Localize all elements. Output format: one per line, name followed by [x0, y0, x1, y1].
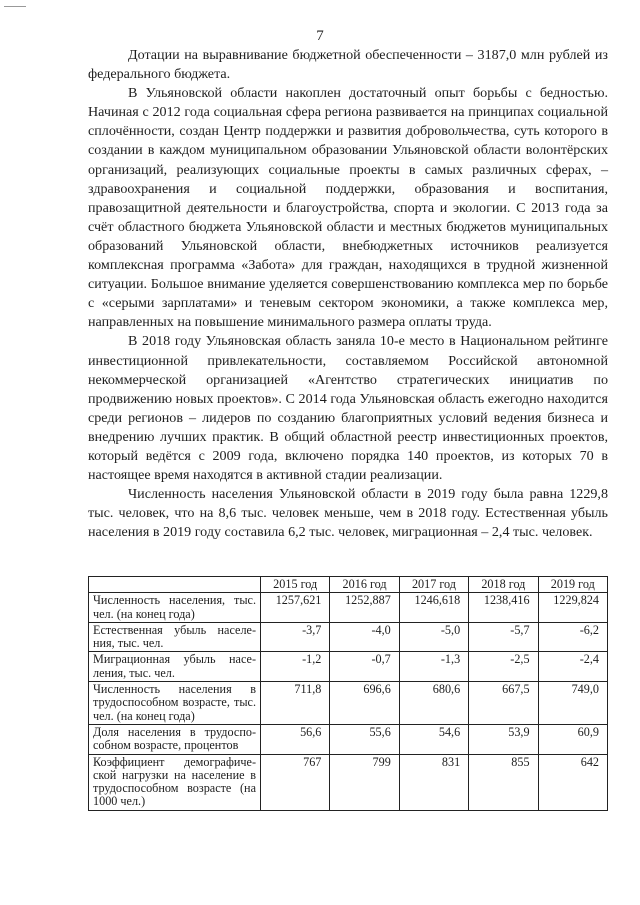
paragraph-poverty: В Ульяновской области накоплен достаточный опыт борьбы с бедностью. Начиная с 2012 года социальная сфера региона развивается на принципах социальной сплочённости, создан Центр поддержки и развития добровольчества, суть которого в создании в каждом муниципальном образовании Ульяновской области волонтёрских организаций, реализующих социальные проекты в самых различных сферах, – здравоохранения и социальной поддержки, образования и воспитания, правозащитной деятельности и благоустройства, спорта и экологии. С 2013 года за счёт областного бюджета Ульяновской области и местных бюджетов муниципальных образований Ульяновской области, внебюджетных источников реализуется комплексная программа «Забота» для граждан, находящихся в трудной жизненной ситуации. Большое внимание уделяется совершенствованию комплекса мер по борьбе с «серыми зарплатами» и теневым сектором экономики, а также комплекса мер, направленных на повышение минимального размера оплаты труда.	[88, 85, 608, 331]
table-header-cell: 2017 год	[399, 577, 468, 593]
table-header-row	[89, 577, 608, 593]
table-cell: 696,6	[330, 682, 399, 725]
table-cell: -1,3	[399, 652, 468, 682]
table-cell: 60,9	[538, 724, 607, 754]
table-cell: -2,5	[469, 652, 538, 682]
table-cell: -6,2	[538, 622, 607, 652]
table-cell: 1238,416	[469, 593, 538, 623]
table-cell: 667,5	[469, 682, 538, 725]
table-cell: 56,6	[261, 724, 330, 754]
table-cell: -3,7	[261, 622, 330, 652]
table-cell: 1229,824	[538, 593, 607, 623]
table-cell: 1252,887	[330, 593, 399, 623]
table-header-cell: 2018 год	[469, 577, 538, 593]
table-cell: 54,6	[399, 724, 468, 754]
table-cell: 1257,621	[261, 593, 330, 623]
table-cell: -1,2	[261, 652, 330, 682]
row-label: Коэффициент демографической нагрузки на население в трудоспособном возрасте (на 1000 чел.)	[89, 754, 261, 810]
row-label: Доля населения в трудоспособном возрасте, процентов	[89, 724, 261, 754]
table-cell: 53,9	[469, 724, 538, 754]
population-table	[88, 576, 608, 811]
table-cell: 749,0	[538, 682, 607, 725]
table-cell: 1246,618	[399, 593, 468, 623]
table-cell: 642	[538, 754, 607, 810]
table-row	[89, 724, 608, 754]
table-header-cell: 2015 год	[261, 577, 330, 593]
table-cell: 855	[469, 754, 538, 810]
table-cell: -2,4	[538, 652, 607, 682]
paragraph-investment: В 2018 году Ульяновская область заняла 10-е место в Национальном рейтинге инвестиционной привлекательности, составляемом Российской автономной некоммерческой организацией «Агентство стратегических инициатив по продвижению новых проектов». С 2014 года Ульяновская область ежегодно находится среди регионов – лидеров по созданию благоприятных условий ведения бизнеса и внедрению лучших практик. В общий областной реестр инвестиционных проектов, который ведётся с 2009 года, включено порядка 140 проектов, из которых 70 в настоящее время находятся в активной стадии реализации.	[88, 333, 608, 484]
row-label: Миграционная убыль населения, тыс. чел.	[89, 652, 261, 682]
table-row	[89, 754, 608, 810]
table-cell: -5,7	[469, 622, 538, 652]
table-cell: -0,7	[330, 652, 399, 682]
scan-artifact-line	[4, 6, 26, 7]
body-text	[88, 46, 608, 542]
paragraph-subsidies: Дотации на выравнивание бюджетной обеспеченности – 3187,0 млн рублей из федерального бюджета.	[88, 47, 608, 83]
table-header-cell	[89, 577, 261, 593]
table-row	[89, 622, 608, 652]
page-number: 7	[316, 28, 324, 44]
row-label: Численность населения в трудоспособном возрасте, тыс. чел. (на конец года)	[89, 682, 261, 725]
table-header-cell: 2019 год	[538, 577, 607, 593]
table-row	[89, 652, 608, 682]
table-cell: 680,6	[399, 682, 468, 725]
table-row	[89, 682, 608, 725]
row-label: Естественная убыль населения, тыс. чел.	[89, 622, 261, 652]
paragraph-population: Численность населения Ульяновской области в 2019 году была равна 1229,8 тыс. человек, что на 8,6 тыс. человек меньше, чем в 2018 году. Естественная убыль населения в 2019 году составила 6,2 тыс. человек, миграционная – 2,4 тыс. человек.	[88, 486, 608, 541]
table-cell: 55,6	[330, 724, 399, 754]
table-cell: 799	[330, 754, 399, 810]
table-cell: -5,0	[399, 622, 468, 652]
table-header-cell: 2016 год	[330, 577, 399, 593]
table-cell: -4,0	[330, 622, 399, 652]
table-cell: 767	[261, 754, 330, 810]
table-row	[89, 593, 608, 623]
row-label: Численность населения, тыс. чел. (на конец года)	[89, 593, 261, 623]
table-cell: 711,8	[261, 682, 330, 725]
table-cell: 831	[399, 754, 468, 810]
